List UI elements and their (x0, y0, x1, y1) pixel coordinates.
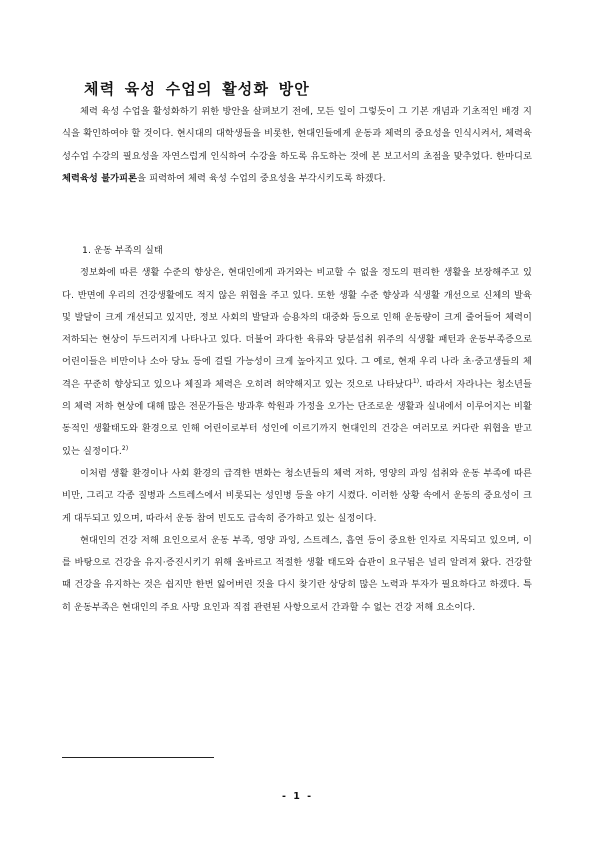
paragraph-1-text-a: 정보화에 따른 생활 수준의 향상은, 현대인에게 과거와는 비교할 수 없을 정도의 편리한 생활을 보장해주고 있다. 반면에 우리의 건강생활에도 적지 않은 위협을 주고 있다. 또한 생활 수준 향상과 식생활 개선으로 신체의 발육 및 발달이 크게 개선되고 있지만, 정보 사회의 발달과 승용차의 대중화 등으로 인해 운동량이 크게 줄어들어 체력이 저하되는 현상이 두드러지게 나타나고 있다. 더불어 과다한 육류와 당분섭취 위주의 식생활 패턴과 운동부족증으로 어린이들은 비만이나 소아 당뇨 등에 걸릴 가능성이 크게 높아지고 있다. 그 예로, 현재 우리 나라 초·중고생들의 체격은 꾸준히 향상되고 있으나 체질과 체력은 오히려 허약해지고 있는 것으로 나타났다 (62, 267, 532, 390)
section-1-heading: 1. 운동 부족의 실태 (82, 245, 163, 256)
section-1-paragraph-2: 이처럼 생활 환경이나 사회 환경의 급격한 변화는 청소년들의 체력 저하, 영양의 과잉 섭취와 운동 부족에 따른 비만, 그리고 각종 질병과 스트레스에서 비롯되는 성인병 등을 야기 시켰다. 이러한 상황 속에서 운동의 중요성이 크게 대두되고 있으며, 따라서 운동 참여 빈도도 급속히 증가하고 있는 실정이다. (62, 467, 532, 524)
section-1-paragraph-1 (62, 262, 532, 463)
footnote-ref-1: 1) (412, 377, 420, 385)
intro-block (62, 101, 532, 190)
intro-paragraph (62, 101, 532, 190)
intro-emphasis: 체력육성 불가피론 (62, 172, 138, 184)
footnote-separator (62, 757, 214, 758)
section-1-paragraph-3: 현대인의 건강 저해 요인으로서 운동 부족, 영양 과잉, 스트레스, 흡연 등이 중요한 인자로 지목되고 있으며, 이를 바탕으로 건강을 유지·증진시키기 위해 올바르고 적절한 생활 태도와 습관이 요구됨은 널리 알려져 왔다. 건강할 때 건강을 유지하는 것은 쉽지만 한번 잃어버린 것을 다시 찾기란 상당히 많은 노력과 투자가 필요하다고 하겠다. 특히 운동부족은 현대인의 주요 사망 요인과 직접 관련된 사항으로서 간과할 수 없는 건강 저해 요소이다. (62, 534, 532, 613)
paragraph-1-text-b: . 따라서 자라나는 청소년들의 체력 저하 현상에 대해 많은 전문가들은 방과후 학원과 가정을 오가는 단조로운 생활과 실내에서 이루어지는 비활동적인 생활태도와 환경으로 인해 어린이로부터 성인에 이르기까지 현대인의 건강은 여러모로 커다란 위협을 받고 있는 실정이다. (62, 378, 532, 457)
intro-text-after: 을 피력하여 체력 육성 수업의 중요성을 부각시키도록 하겠다. (137, 172, 386, 184)
section-1 (62, 240, 532, 619)
intro-text-before: 체력 육성 수업을 활성화하기 위한 방안을 살펴보기 전에, 모든 일이 그렇듯이 그 기본 개념과 기초적인 배경 지식을 확인하여야 할 것이다. 현시대의 대학생들을 비롯한, 현대인들에게 운동과 체력의 중요성을 인식시켜서, 체력육성수업 수강의 필요성을 자연스럽게 인식하여 수강을 하도록 유도하는 것에 본 보고서의 초점을 맞추었다. 한마디로 (62, 106, 532, 162)
footnote-ref-2: 2) (121, 444, 129, 452)
page-number: - 1 - (281, 791, 314, 802)
document-title: 체력 육성 수업의 활성화 방안 (84, 80, 310, 98)
